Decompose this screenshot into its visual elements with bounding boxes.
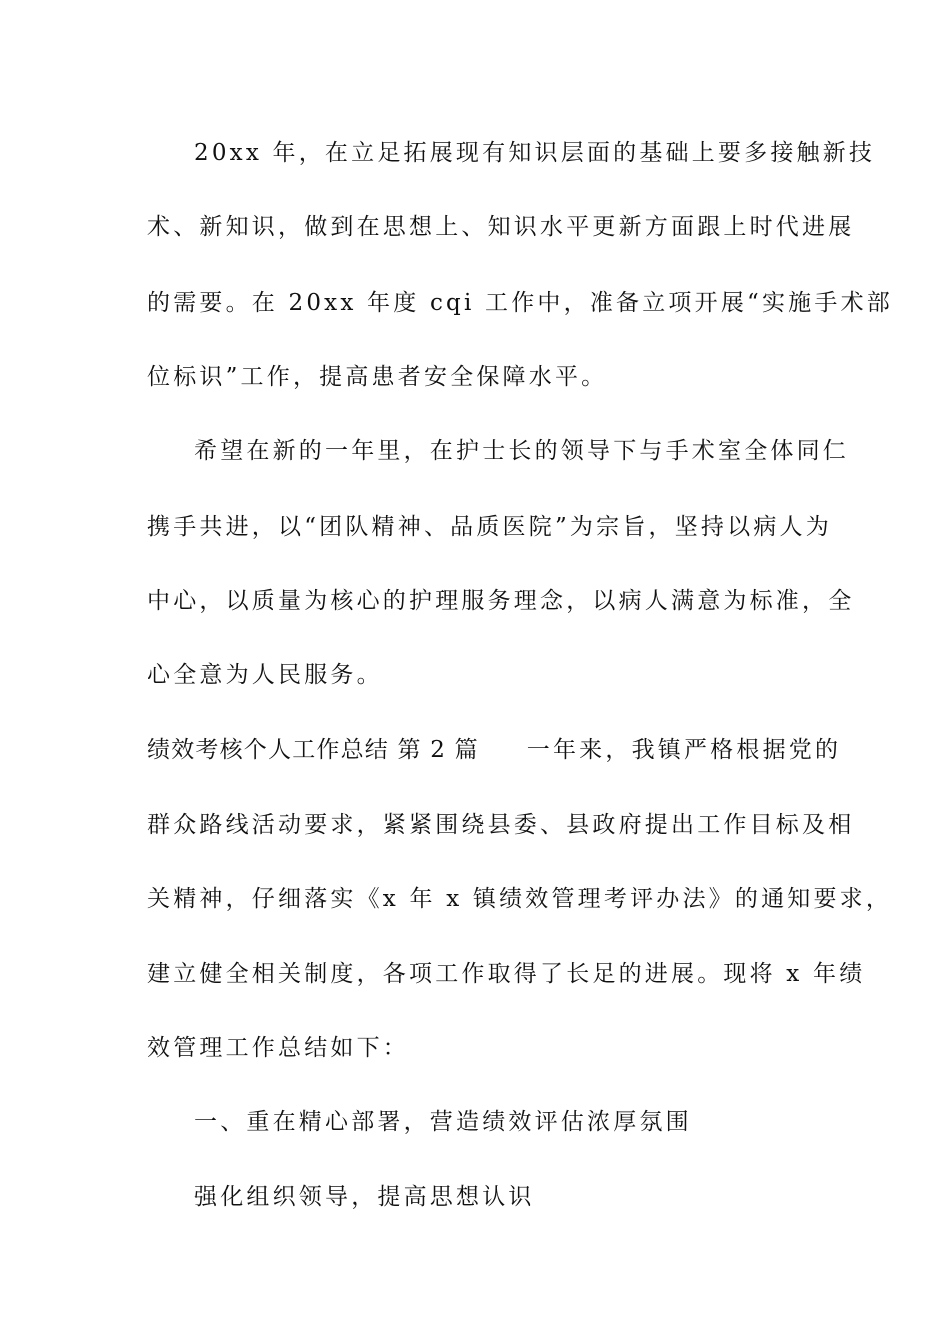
paragraph-1-line-3: 的需要。在 20xx 年度 cqi 工作中，准备立项开展“实施手术部 (147, 290, 893, 316)
paragraph-2-line-3: 中心，以质量为核心的护理服务理念，以病人满意为标准，全 (147, 588, 855, 614)
paragraph-2-line-2: 携手共进，以“团队精神、品质医院”为宗旨，坚持以病人为 (147, 514, 832, 540)
paragraph-3-line-5: 效管理工作总结如下： (147, 1035, 409, 1061)
paragraph-3-line-4: 建立健全相关制度，各项工作取得了长足的进展。现将 x 年绩 (147, 961, 866, 987)
paragraph-3-line-1: 一年来，我镇严格根据党的 (526, 737, 842, 763)
subheading-1: 一、重在精心部署，营造绩效评估浓厚氛围 (194, 1109, 692, 1135)
paragraph-1-line-4: 位标识”工作，提高患者安全保障水平。 (147, 364, 608, 390)
paragraph-2-line-1: 希望在新的一年里，在护士长的领导下与手术室全体同仁 (194, 438, 849, 464)
section-heading: 绩效考核个人工作总结 第 2 篇 (147, 737, 479, 763)
paragraph-2-line-4: 心全意为人民服务。 (147, 662, 383, 688)
subheading-2: 强化组织领导，提高思想认识 (194, 1184, 535, 1210)
paragraph-3-line-2: 群众路线活动要求，紧紧围绕县委、县政府提出工作目标及相 (147, 812, 855, 838)
paragraph-1-line-1: 20xx 年，在立足拓展现有知识层面的基础上要多接触新技 (194, 140, 876, 166)
paragraph-1-line-2: 术、新知识，做到在思想上、知识水平更新方面跟上时代进展 (147, 214, 855, 240)
paragraph-3-line-3: 关精神，仔细落实《x 年 x 镇绩效管理考评办法》的通知要求， (147, 886, 893, 912)
section-heading-line (147, 730, 842, 770)
